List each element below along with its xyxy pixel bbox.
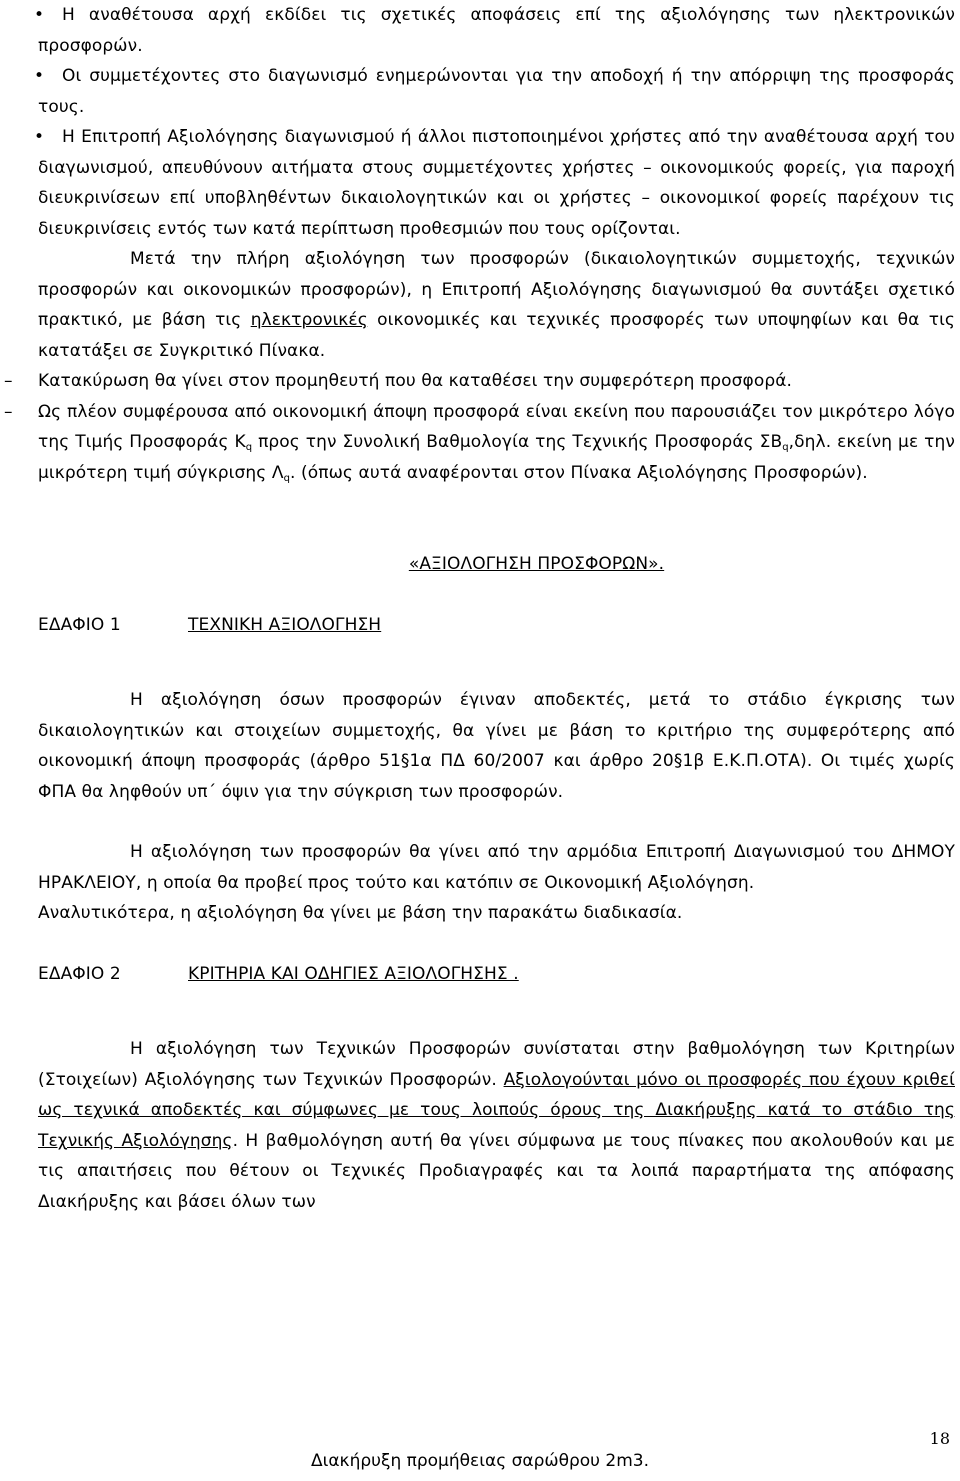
- section-number: ΕΔΑΦΙΟ 1: [38, 614, 121, 635]
- bullet-item: • Η αναθέτουσα αρχή εκδίδει τις σχετικές αποφάσεις επί της αξιολόγησης των ηλεκτρονικών προσφορών.: [38, 0, 955, 61]
- evaluation-paragraph: Μετά την πλήρη αξιολόγηση των προσφορών (δικαιολογητικών συμμετοχής, τεχνικών προσφορών και οικονομικών προσφορών), η Επιτροπή Αξιολόγησης διαγωνισμού θα συντάξει σχετικό πρακτικό, με βάση τις ηλεκτρονικές οικονομικές και τεχνικές προσφορές των υποψηφίων και θα τις κατατάξει σε Συγκριτικό Πίνακα.: [38, 249, 956, 361]
- section-title: ΤΕΧΝΙΚΗ ΑΞΙΟΛΟΓΗΣΗ: [188, 614, 382, 635]
- bullet-item: • Οι συμμετέχοντες στο διαγωνισμό ενημερώνονται για την αποδοχή ή την απόρριψη της προσφοράς τους.: [38, 61, 955, 122]
- bullet-icon: •: [34, 5, 45, 25]
- underlined-term: ηλεκτρονικές: [250, 310, 368, 330]
- underlined-sentence: Αξιολογούνται μόνο οι προσφορές που έχουν κριθεί ως τεχνικά αποδεκτές και σύμφωνες με τους λοιπούς όρους της Διακήρυξης κατά το στάδιο της Τεχνικής Αξιολόγησης: [38, 1069, 955, 1151]
- dash-icon: –: [4, 371, 13, 391]
- section-heading: [38, 959, 955, 990]
- section-paragraph: Η αξιολόγηση των Τεχνικών Προσφορών συνίσταται στην βαθμολόγηση των Κριτηρίων (Στοιχείων) Αξιολόγησης των Τεχνικών Προσφορών. Αξιολογούνται μόνο οι προσφορές που έχουν κριθεί ως τεχνικά αποδεκτές και σύμφωνες με τους λοιπούς όρους της Διακήρυξης κατά το στάδιο της Τεχνικής Αξιολόγησης. Η βαθμολόγηση αυτή θα γίνει σύμφωνα με τους πίνακες που ακολουθούν και με τις απαιτήσεις που θέτουν οι Τεχνικές Προδιαγραφές και τα λοιπά παραρτήματα της απόφασης Διακήρυξης και βάσει όλων των: [38, 1039, 955, 1212]
- bullet-item: • Η Επιτροπή Αξιολόγησης διαγωνισμού ή άλλοι πιστοποιημένοι χρήστες από την αναθέτουσα αρχή του διαγωνισμού, απευθύνουν αιτήματα στους συμμετέχοντες χρήστες – οικονομικούς φορείς, για παροχή διευκρινίσεων επί υποβληθέντων δικαιολογητικών και οι χρήστες – οικονομικοί φορείς παρέχουν τις διευκρινίσεις εντός των κατά περίπτωση προθεσμιών που τους ορίζονται.: [38, 122, 955, 244]
- page-footer: Διακήρυξη προμήθειας σαρώθρου 2m3.: [310, 1451, 650, 1471]
- bullet-icon: •: [34, 66, 45, 86]
- bullet-icon: •: [34, 127, 45, 147]
- page-number: 18: [929, 1429, 950, 1448]
- dash-item-award: – Κατακύρωση θα γίνει στον προμηθευτή που θα καταθέσει την συμφερότερη προσφορά.: [38, 366, 955, 397]
- section-paragraph: Αναλυτικότερα, η αξιολόγηση θα γίνει με βάση την παρακάτω διαδικασία.: [38, 903, 683, 923]
- section-paragraph: Η αξιολόγηση όσων προσφορών έγιναν αποδεκτές, μετά το στάδιο έγκρισης των δικαιολογητικών και στοιχείων συμμετοχής, θα γίνει με βάση το κριτήριο της συμφερότερης από οικονομική άποψη προσφοράς (άρθρο 51§1α ΠΔ 60/2007 και άρθρο 20§1β Ε.Κ.Π.ΟΤΑ). Οι τιμές χωρίς ΦΠΑ θα ληφθούν υπ΄ όψιν για την σύγκριση των προσφορών.: [38, 690, 955, 802]
- document-page: [4, 0, 956, 1217]
- dash-icon: –: [4, 401, 13, 422]
- section-title: ΚΡΙΤΗΡΙΑ ΚΑΙ ΟΔΗΓΙΕΣ ΑΞΙΟΛΟΓΗΣΗΣ .: [188, 963, 519, 984]
- section-paragraph: Η αξιολόγηση των προσφορών θα γίνει από την αρμόδια Επιτροπή Διαγωνισμού του ΔΗΜΟΥ ΗΡΑΚΛΕΙΟΥ, η οποία θα προβεί προς τούτο και κατόπιν σε Οικονομική Αξιολόγηση.: [38, 842, 955, 893]
- section-number: ΕΔΑΦΙΟ 2: [38, 963, 121, 984]
- section-heading: [38, 610, 955, 641]
- dash-item-criteria: – Ως πλέον συμφέρουσα από οικονομική άποψη προσφορά είναι εκείνη που παρουσιάζει τον μικρότερο λόγο της Τιμής Προσφοράς $K_q$ προς την Συνολική Βαθμολογία της Τεχνικής Προσφοράς $\Sigma B_q,\delta\eta\lambda$. εκείνη με την μικρότερη τιμή σύγκρισης $\Lambda_q$. (όπως αυτά αναφέρονται στον Πίνακα Αξιολόγησης Προσφορών).: [38, 397, 955, 489]
- main-title: «ΑΞΙΟΛΟΓΗΣΗ ΠΡΟΣΦΟΡΩΝ».: [408, 554, 665, 574]
